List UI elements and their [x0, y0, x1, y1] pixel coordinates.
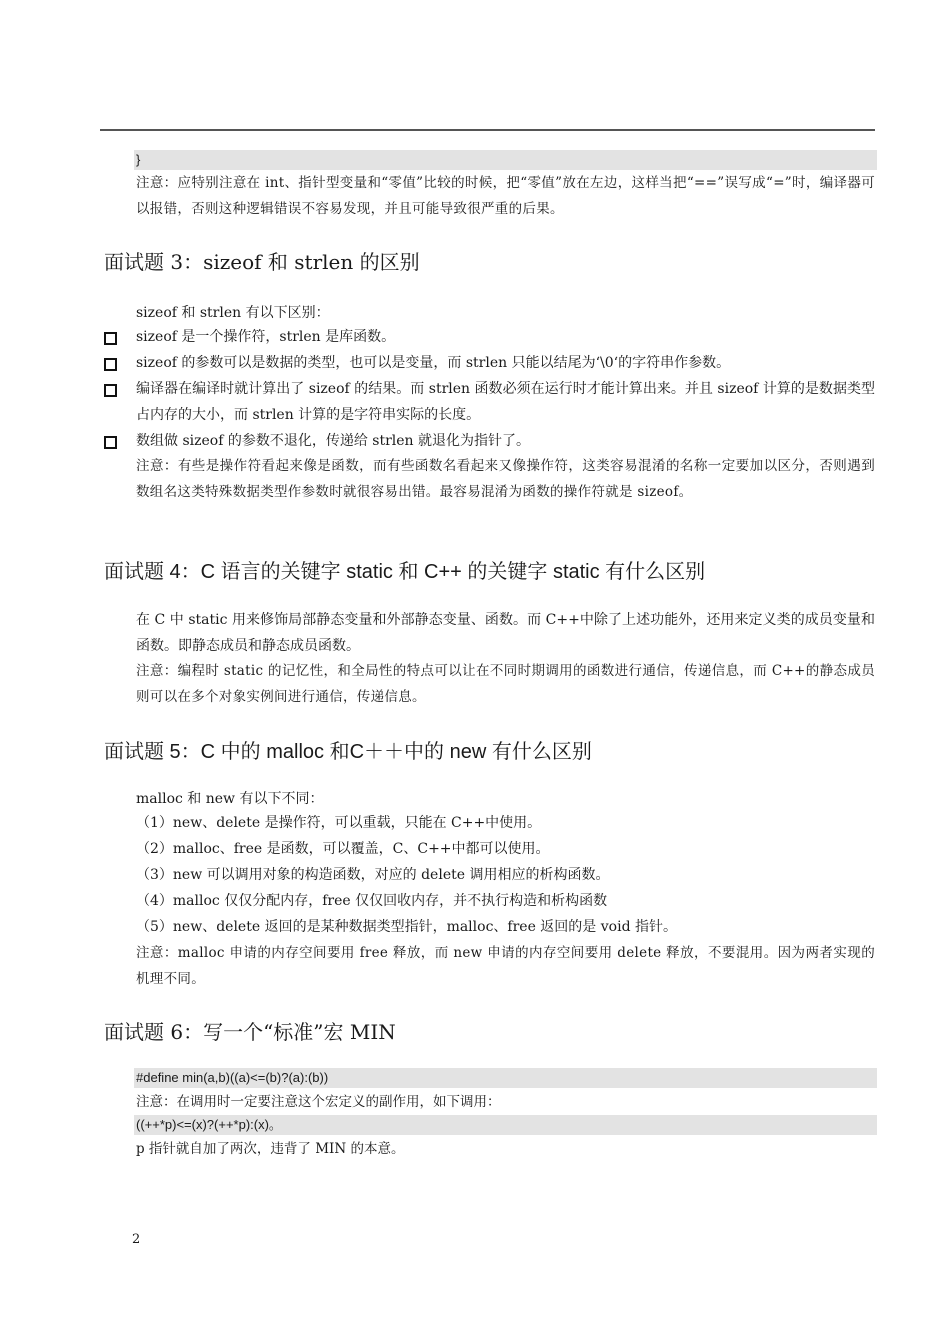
q4-body: 在 C 中 static 用来修饰局部静态变量和外部静态变量、函数。而 C++中除了上述功能外，还用来定义类的成员变量和函数。即静态成员和静态成员函数。	[136, 612, 875, 654]
header-rule	[100, 129, 875, 131]
q4-heading: 面试题 4：C 语言的关键字 static 和 C++ 的关键字 static 有什么区别	[104, 561, 706, 583]
q5-note: 注意：malloc 申请的内存空间要用 free 释放，而 new 申请的内存空间要用 delete 释放，不要混用。因为两者实现的机理不同。	[136, 945, 875, 987]
list-item: （4）malloc 仅仅分配内存，free 仅仅回收内存，并不执行构造和析构函数	[136, 893, 608, 909]
checkbox-bullet-icon	[104, 332, 117, 345]
list-item: （2）malloc、free 是函数，可以覆盖，C、C++中都可以使用。	[136, 841, 550, 857]
code-min-call: ((++*p)<=(x)?(++*p):(x)。	[134, 1115, 877, 1135]
checkbox-bullet-icon	[104, 436, 117, 449]
q5-heading: 面试题 5：C 中的 malloc 和C＋＋中的 new 有什么区别	[104, 741, 592, 763]
q5-intro: malloc 和 new 有以下不同：	[136, 791, 324, 807]
list-item: （1）new、delete 是操作符，可以重载，只能在 C++中使用。	[136, 815, 542, 831]
q3-bullet-list	[100, 324, 875, 454]
list-item: sizeof 的参数可以是数据的类型，也可以是变量，而 strlen 只能以结尾为‘\0‘的字符串作参数。	[100, 350, 875, 376]
code-closing-brace: }	[134, 150, 877, 170]
list-item: （3）new 可以调用对象的构造函数，对应的 delete 调用相应的析构函数。	[136, 867, 610, 883]
list-item: 数组做 sizeof 的参数不退化，传递给 strlen 就退化为指针了。	[100, 428, 875, 454]
q6-heading: 面试题 6：写一个“标准”宏 MIN	[104, 1020, 396, 1044]
page-number: 2	[132, 1232, 141, 1247]
list-item: sizeof 是一个操作符，strlen 是库函数。	[100, 324, 875, 350]
checkbox-bullet-icon	[104, 358, 117, 371]
q3-heading: 面试题 3：sizeof 和 strlen 的区别	[104, 250, 420, 274]
checkbox-bullet-icon	[104, 384, 117, 397]
q5-numbered-list	[136, 810, 677, 940]
note-zero-value: 注意：应特别注意在 int、指针型变量和“零值”比较的时候，把“零值”放在左边，这样当把“==”误写成“=”时，编译器可以报错，否则这种逻辑错误不容易发现，并且可能导致很严重的后果。	[136, 175, 875, 217]
code-define-min: #define min(a,b)((a)<=(b)?(a):(b))	[134, 1068, 877, 1088]
q6-tail: p 指针就自加了两次，违背了 MIN 的本意。	[136, 1141, 405, 1157]
q3-note: 注意：有些是操作符看起来像是函数，而有些函数名看起来又像操作符，这类容易混淆的名称一定要加以区分，否则遇到数组名这类特殊数据类型作参数时就很容易出错。最容易混淆为函数的操作符就是 sizeof。	[136, 458, 875, 500]
list-item: （5）new、delete 返回的是某种数据类型指针，malloc、free 返回的是 void 指针。	[136, 919, 677, 935]
q4-note: 注意：编程时 static 的记忆性，和全局性的特点可以让在不同时期调用的函数进行通信，传递信息，而 C++的静态成员则可以在多个对象实例间进行通信，传递信息。	[136, 663, 875, 705]
q6-note: 注意：在调用时一定要注意这个宏定义的副作用，如下调用：	[136, 1094, 501, 1110]
list-item: 编译器在编译时就计算出了 sizeof 的结果。而 strlen 函数必须在运行时才能计算出来。并且 sizeof 计算的是数据类型占内存的大小，而 strlen 计算的是字符串实际的长度。	[100, 376, 875, 428]
q3-intro: sizeof 和 strlen 有以下区别：	[136, 305, 330, 321]
